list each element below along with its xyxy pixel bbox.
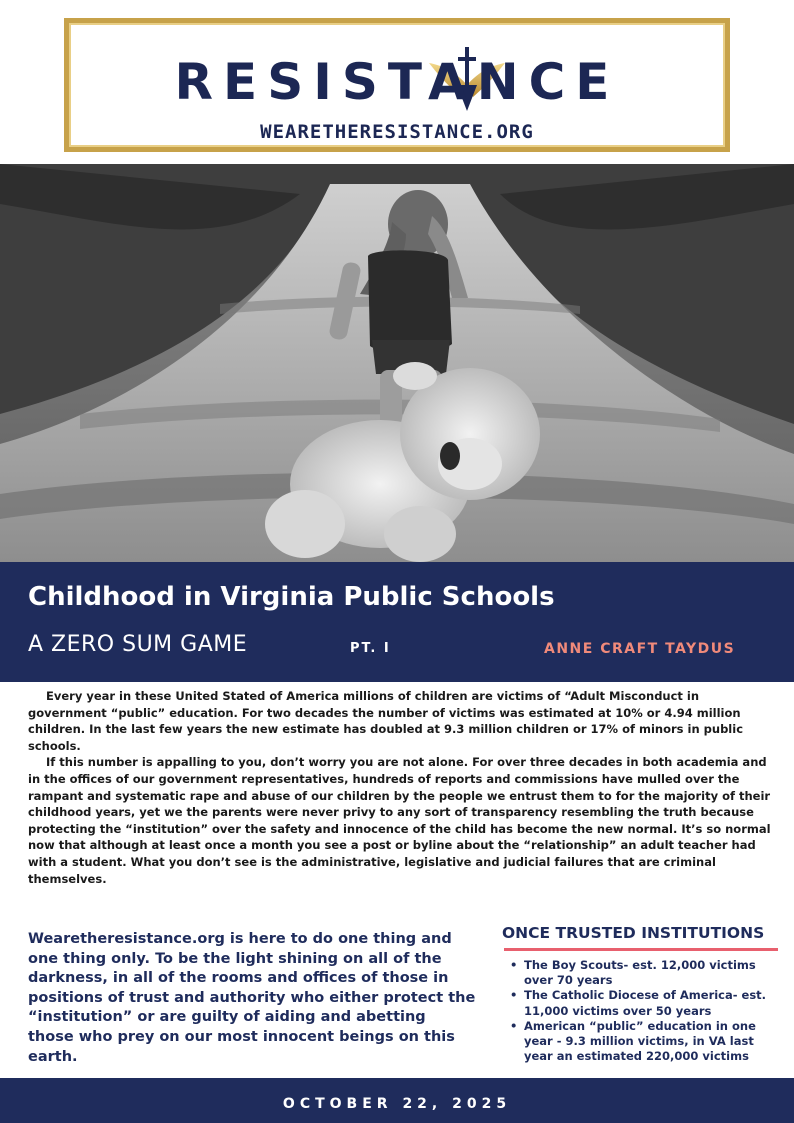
list-item: • The Catholic Diocese of America- est. 11,000 victims over 50 years [508,988,778,1018]
article-paragraph: If this number is appalling to you, don’t worry you are not alone. For over three decades in both academia and in the offices of our government representatives, hundreds of reports and commissions have mulled over the rampant and systematic rape and abuse of our children by the people we entrust them to for the majority of their childhood years, yet we the parents were never privy to any sort of transparency resembling the truth because protecting the “institution” over the safety and innocence of the child has become the new normal. It’s so normal now that although at least once a month you see a post or byline about the “relationship” an adult teacher had with a student. What you don’t see is the administrative, legislative and judicial failures that are criminal themselves. [28,755,771,886]
heading-underline [504,948,778,951]
issue-date: OCTOBER 22, 2025 [282,1096,512,1112]
institutions-heading: ONCE TRUSTED INSTITUTIONS [502,924,765,942]
author-name: ANNE CRAFT TAYDUS [544,641,736,657]
article-paragraph: Every year in these United Stated of America millions of children are victims of “Adult Misconduct in government “public” education. For two decades the number of victims was estimated at 10% or 4.94 million children. In the last few years the new estimate has doubled at 9.3 million children or 17% of minors in public schools. [28,689,744,753]
article-title: Childhood in Virginia Public Schools [28,582,555,612]
girl-with-teddy-bear-photo [0,164,794,562]
list-item: • The Boy Scouts- est. 12,000 victims over 70 years [508,958,778,988]
article-body [28,688,776,887]
list-item: • American “public” education in one year - 9.3 million victims, in VA last year an estimated 220,000 victims [508,1019,778,1065]
title-band [0,562,794,682]
logo-banner [64,18,730,152]
logo-url: WEARETHERESISTANCE.ORG [260,121,534,143]
institutions-list [508,958,778,1064]
part-label: PT. I [350,641,391,656]
article-subtitle: A ZERO SUM GAME [28,632,248,657]
logo-wordmark: RESISTANCE [174,53,620,111]
mission-statement: Wearetheresistance.org is here to do one thing and one thing only. To be the light shining on all of the darkness, in all of the rooms and offices of those in positions of trust and authority who either protect the “institution” or are guilty of aiding and abetting those who prey on our most innocent beings on this earth. [28,931,476,1065]
